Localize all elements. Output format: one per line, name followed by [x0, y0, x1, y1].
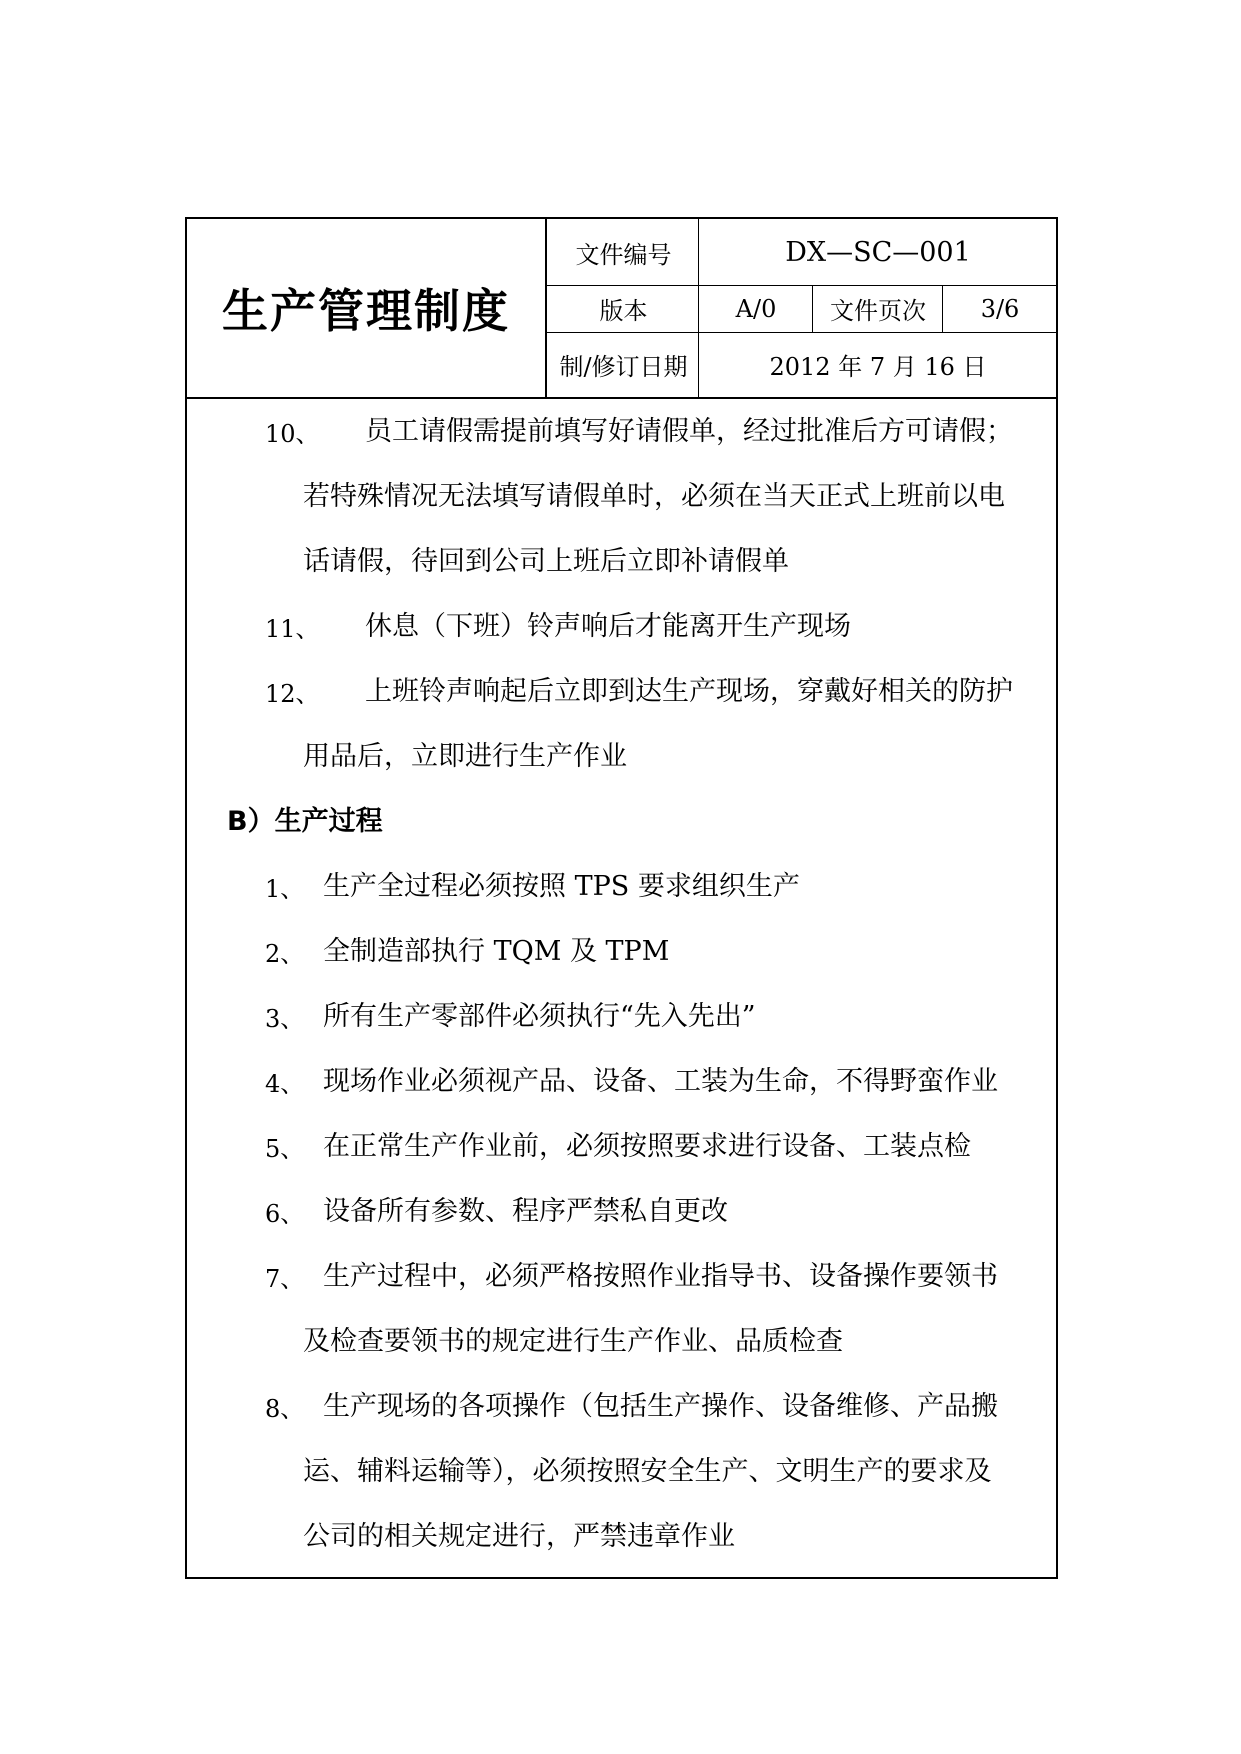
page-label: 文件页次 [830, 297, 926, 325]
item-number: 7、 [265, 1265, 305, 1293]
item-text: 所有生产零部件必须执行“先入先出” [323, 1001, 756, 1032]
header-divider [942, 285, 943, 332]
item-text: 员工请假需提前填写好请假单，经过批准后方可请假； [365, 416, 1013, 447]
item-text: 生产现场的各项操作（包括生产操作、设备维修、产品搬 [323, 1391, 998, 1422]
item-number: 2、 [265, 940, 305, 968]
item-text: 生产全过程必须按照 TPS 要求组织生产 [323, 871, 800, 902]
item-text: 及检查要领书的规定进行生产作业、品质检查 [303, 1326, 843, 1357]
item-number: 4、 [265, 1070, 305, 1098]
document-frame [185, 217, 1058, 1579]
item-text: 在正常生产作业前，必须按照要求进行设备、工装点检 [323, 1131, 971, 1162]
item-text: 设备所有参数、程序严禁私自更改 [323, 1196, 728, 1227]
header-divider [812, 285, 813, 332]
item-text: 话请假，待回到公司上班后立即补请假单 [303, 546, 789, 577]
document-title: 生产管理制度 [187, 219, 547, 397]
document-header [187, 219, 1056, 399]
item-number: 10、 [265, 420, 320, 448]
item-text: 现场作业必须视产品、设备、工装为生命，不得野蛮作业 [323, 1066, 998, 1097]
page-value: 3/6 [980, 294, 1020, 323]
doc-number-value: DX—SC—001 [785, 236, 971, 268]
item-text: 用品后，立即进行生产作业 [303, 741, 627, 772]
item-text: 生产过程中，必须严格按照作业指导书、设备操作要领书 [323, 1261, 998, 1292]
item-text: 全制造部执行 TQM 及 TPM [323, 936, 670, 967]
revision-date-value: 2012 年 7 月 16 日 [769, 353, 987, 381]
item-number: 1、 [265, 875, 305, 903]
version-label: 版本 [599, 297, 648, 325]
item-text: 上班铃声响起后立即到达生产现场，穿戴好相关的防护 [365, 676, 1013, 707]
item-text: 公司的相关规定进行，严禁违章作业 [303, 1521, 735, 1552]
doc-number-label: 文件编号 [575, 240, 672, 269]
header-divider [698, 219, 699, 397]
item-text: 休息（下班）铃声响后才能离开生产现场 [365, 611, 851, 642]
item-number: 3、 [265, 1005, 305, 1033]
item-number: 8、 [265, 1395, 305, 1423]
revision-date-label: 制/修订日期 [559, 353, 688, 381]
item-text: 运、辅料运输等），必须按照安全生产、文明生产的要求及 [303, 1456, 992, 1487]
version-value: A/0 [735, 294, 777, 323]
item-number: 12、 [265, 680, 320, 708]
section-title: B）生产过程 [227, 806, 383, 837]
item-number: 5、 [265, 1135, 305, 1163]
item-number: 6、 [265, 1200, 305, 1228]
item-number: 11、 [265, 615, 320, 643]
item-text: 若特殊情况无法填写请假单时，必须在当天正式上班前以电 [303, 481, 1005, 512]
